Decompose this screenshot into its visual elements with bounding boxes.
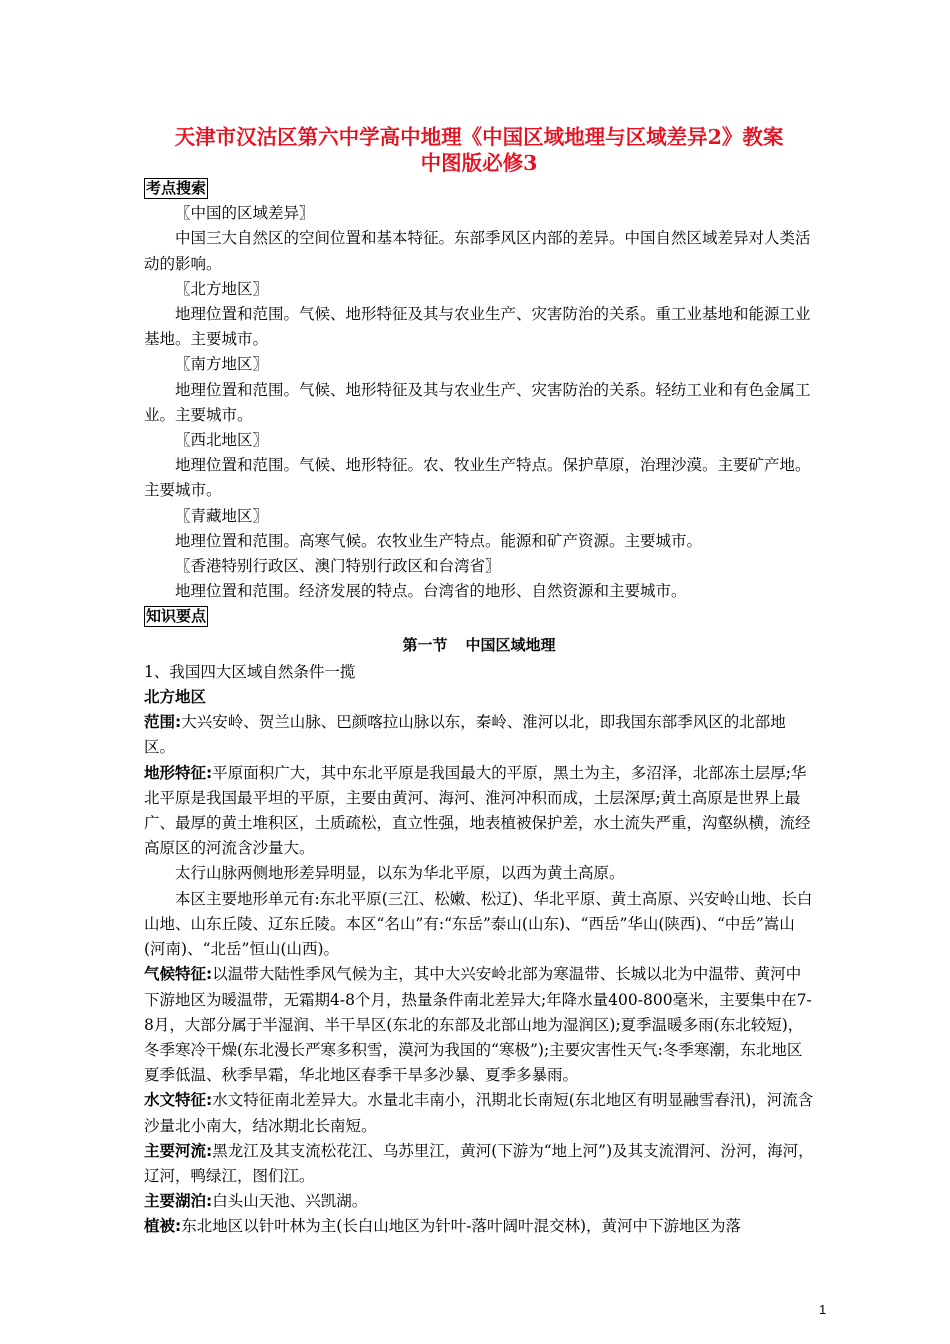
section-number: 第一节: [402, 635, 448, 654]
section-title: 中国区域地理: [465, 635, 556, 654]
doc-title-line1: 天津市汉沽区第六中学高中地理《中国区域地理与区域差异2》教案: [174, 125, 784, 149]
kaodian-heading-1: 〖中国的区域差异〗: [175, 204, 315, 223]
fanwei-paragraph: [144, 710, 814, 760]
kaodian-label: 考点搜索: [146, 179, 207, 197]
kaodian-text-6: 地理位置和范围。经济发展的特点。台湾省的地形、自然资源和主要城市。: [175, 582, 687, 601]
dixing-label: 地形特征:: [144, 763, 213, 782]
fanwei-text: 大兴安岭、贺兰山脉、巴颜喀拉山脉以东，秦岭、淮河以北，即我国东部季风区的北部地区。: [144, 713, 786, 757]
heliu-paragraph: [144, 1139, 814, 1189]
qihou-label: 气候特征:: [144, 965, 213, 984]
zhishi-label: 知识要点: [146, 607, 207, 626]
page-number: 1: [819, 1302, 827, 1317]
dixing-paragraph: [144, 761, 814, 862]
kaodian-text-3: 地理位置和范围。气候、地形特征及其与农业生产、灾害防治的关系。轻纺工业和有色金属工业。主要城市。: [144, 380, 811, 424]
heliu-label: 主要河流:: [144, 1141, 213, 1160]
kaodian-heading-3: 〖南方地区〗: [175, 355, 269, 374]
kaodian-heading-2: 〖北方地区〗: [175, 279, 269, 298]
qihou-paragraph: [144, 962, 814, 1088]
kaodian-heading-6: 〖香港特别行政区、澳门特别行政区和台湾省〗: [175, 557, 501, 576]
zhibei-text: 东北地区以针叶林为主(长白山地区为针叶-落叶阔叶混交林)，黄河中下游地区为落: [181, 1217, 742, 1236]
list-item-1: 1、我国四大区域自然条件一揽: [144, 662, 356, 681]
kaodian-text-2: 地理位置和范围。气候、地形特征及其与农业生产、灾害防治的关系。重工业基地和能源工业基地。主要城市。: [144, 305, 811, 349]
dixing-text: 平原面积广大，其中东北平原是我国最大的平原，黑土为主，多沼泽，北部冻土层厚;华北平原是我国最平坦的平原，主要由黄河、海河、淮河冲积而成，土层深厚;黄土高原是世界上最广、最厚的黄土堆积区，土质疏松，直立性强，地表植被保护差，水土流失严重，沟壑纵横，流经高原区的河流含沙量大。: [144, 763, 811, 858]
heliu-text: 黑龙江及其支流松花江、乌苏里江，黄河(下游为“地上河”)及其支流渭河、汾河，海河，辽河，鸭绿江，图们江。: [144, 1141, 814, 1185]
kaodian-heading-4: 〖西北地区〗: [175, 431, 269, 450]
kaodian-text-5: 地理位置和范围。高寒气候。农牧业生产特点。能源和矿产资源。主要城市。: [175, 531, 703, 550]
fanwei-label: 范围:: [144, 713, 182, 732]
shuiwen-text: 水文特征南北差异大。水量北丰南小，汛期北长南短(东北地区有明显融雪春汛)，河流含沙量北小南大，结冰期北长南短。: [144, 1091, 814, 1135]
shuiwen-paragraph: [144, 1088, 814, 1138]
zhibei-label: 植被:: [144, 1217, 182, 1236]
qihou-text: 以温带大陆性季风气候为主，其中大兴安岭北部为寒温带、长城以北为中温带、黄河中下游地区为暖温带，无霜期4-8个月，热量条件南北差异大;年降水量400-800毫米，主要集中在7-8月，大部分属于半湿润、半干旱区(东北的东部及北部山地为湿润区);夏季温暖多雨(东北较短)，冬季寒冷干燥(东北漫长严寒多积雪，漠河为我国的“寒极”);主要灾害性天气:冬季寒潮，东北地区夏季低温、秋季旱霜，华北地区春季干旱多沙暴、夏季多暴雨。: [144, 965, 812, 1085]
doc-title-line2: 中图版必修3: [420, 151, 538, 175]
region-heading: 北方地区: [144, 688, 207, 707]
taihang-paragraph: 太行山脉两侧地形差异明显，以东为华北平原，以西为黄土高原。: [175, 864, 625, 883]
hupo-text: 白头山天池、兴凯湖。: [212, 1192, 368, 1211]
kaodian-text-1: 中国三大自然区的空间位置和基本特征。东部季风区内部的差异。中国自然区域差异对人类活动的影响。: [144, 229, 811, 273]
zhibei-paragraph: [144, 1214, 814, 1239]
kaodian-text-4: 地理位置和范围。气候、地形特征。农、牧业生产特点。保护草原，治理沙漠。主要矿产地。主要城市。: [144, 456, 811, 500]
benqu-paragraph: 本区主要地形单元有:东北平原(三江、松嫩、松辽)、华北平原、黄土高原、兴安岭山地、长白山地、山东丘陵、辽东丘陵。本区“名山”有:“东岳”泰山(山东)、“西岳”华山(陕西)、“中岳”嵩山(河南)、“北岳”恒山(山西)。: [144, 889, 813, 959]
document-content: [144, 124, 814, 1240]
shuiwen-label: 水文特征:: [144, 1091, 213, 1110]
kaodian-heading-5: 〖青藏地区〗: [175, 506, 269, 525]
hupo-paragraph: [144, 1189, 814, 1214]
section-heading: [144, 633, 814, 658]
hupo-label: 主要湖泊:: [144, 1192, 213, 1211]
